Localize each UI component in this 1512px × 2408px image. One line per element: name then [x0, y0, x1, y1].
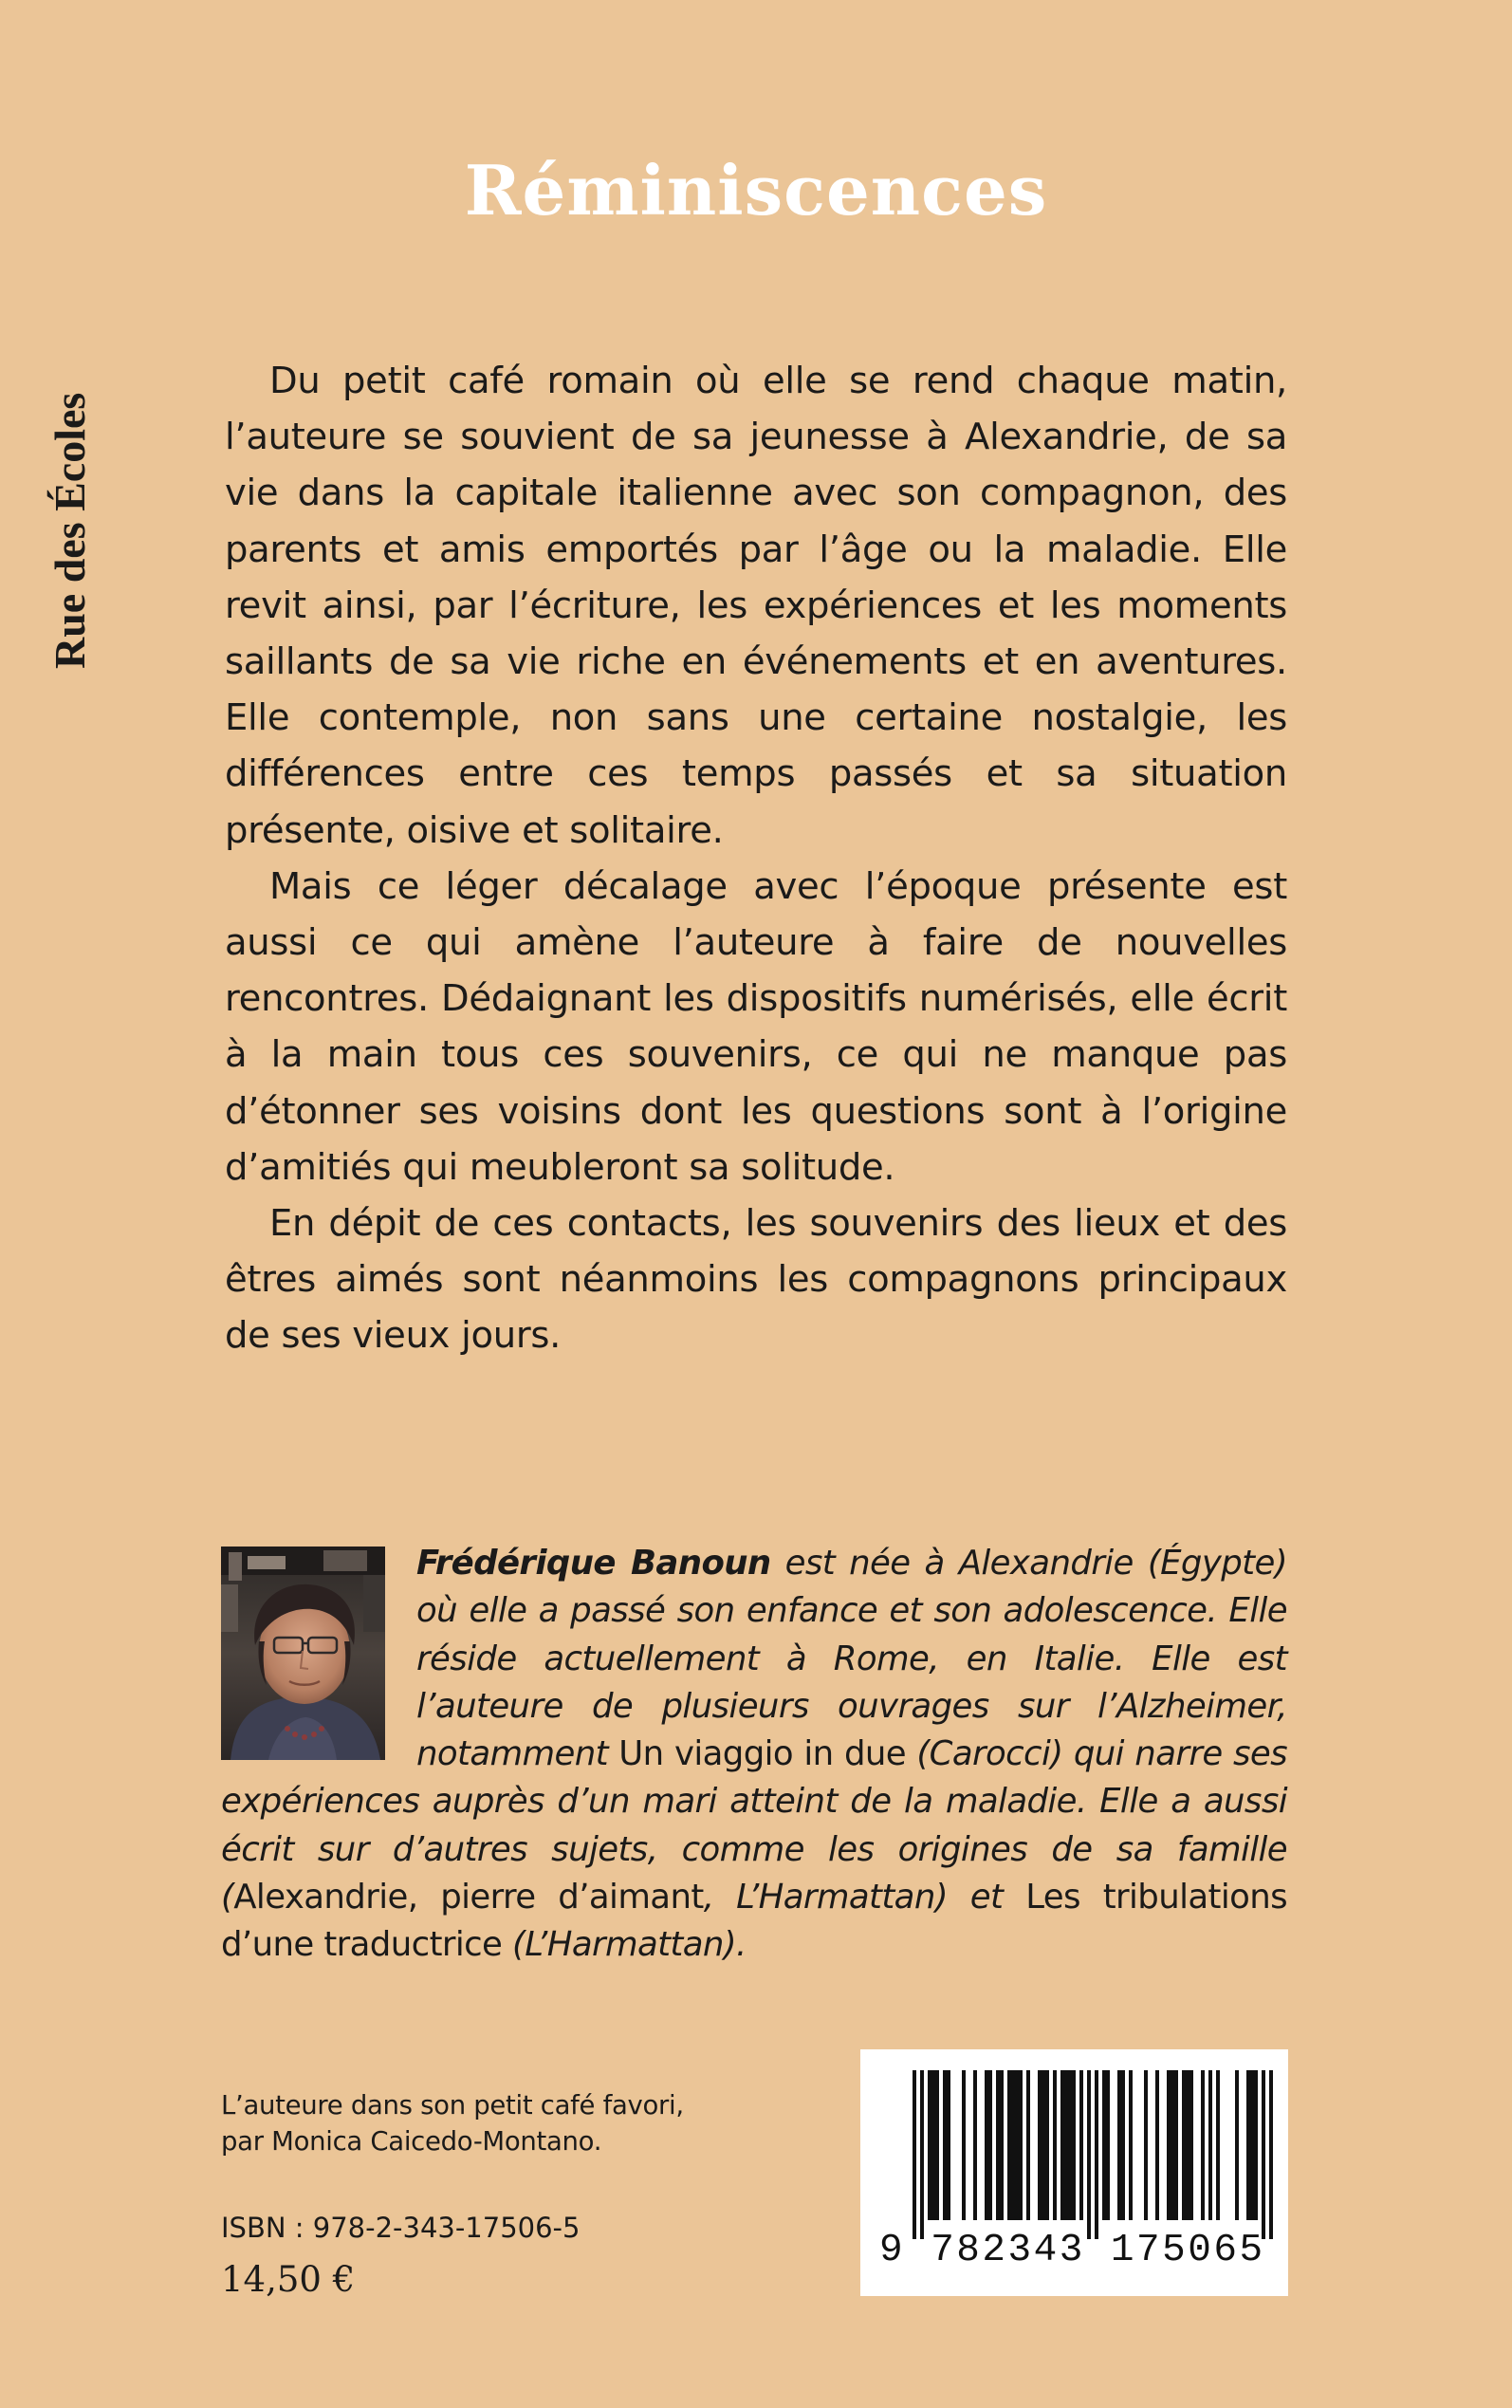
- bio-text: est née à Alexandrie (Égypte) où elle a passé son enfance et son adolescence. Elle réside actuellement à Rome, en Italie. Elle est l’auteure de plusieurs ouvrages sur l’Alzheimer, notamment: [416, 1544, 1287, 1774]
- summary-paragraph: Mais ce léger décalage avec l’époque présente est aussi ce qui amène l’auteure à faire de nouvelles rencontres. Dédaignant les dispositifs numérisés, elle écrit à la main tous ces souvenirs, ce qui ne manque pas d’étonner ses voisins dont les questions sont à l’origine d’amitiés qui meubleront sa solitude.: [225, 864, 1287, 1189]
- barcode-bar: [1171, 2070, 1174, 2220]
- barcode-bar: [1201, 2070, 1205, 2220]
- summary-text: [225, 353, 1287, 1364]
- barcode-bar: [1155, 2070, 1159, 2220]
- collection-name: Rue des Écoles: [46, 392, 94, 669]
- photo-caption: [221, 2087, 752, 2159]
- barcode-bar: [1269, 2070, 1273, 2239]
- barcode-bar: [1038, 2070, 1042, 2220]
- barcode-bar: [935, 2070, 939, 2220]
- caption-line: par Monica Caicedo-Montano.: [221, 2126, 602, 2157]
- barcode-bar: [1250, 2070, 1254, 2220]
- barcode-bar: [1121, 2070, 1125, 2220]
- barcode-bar: [1174, 2070, 1178, 2220]
- barcode-bar: [931, 2070, 935, 2220]
- book-title-reference: Les tribulations d’une traductrice: [221, 1878, 1288, 1965]
- barcode-bar: [1216, 2070, 1220, 2220]
- barcode-bar: [1019, 2070, 1023, 2220]
- barcode-bar: [1007, 2070, 1011, 2220]
- author-name: Frédérique Banoun: [416, 1544, 771, 1583]
- book-title: Réminiscences: [464, 150, 1048, 231]
- barcode-bar: [1186, 2070, 1189, 2220]
- barcode-bar: [1246, 2070, 1250, 2220]
- barcode-bar: [1235, 2070, 1239, 2220]
- barcode-bar: [1015, 2070, 1019, 2220]
- barcode-bar: [1167, 2070, 1171, 2220]
- barcode: [860, 2049, 1288, 2296]
- barcode-bar: [1042, 2070, 1045, 2220]
- barcode-bar: [947, 2070, 950, 2220]
- barcode-bar: [1144, 2070, 1148, 2220]
- summary-paragraph: Du petit café romain où elle se rend chaque matin, l’auteure se souvient de sa jeunesse à Alexandrie, de sa vie dans la capitale italienne avec son compagnon, des parents et amis emportés par l’âge ou la maladie. Elle revit ainsi, par l’écriture, les expériences et les moments saillants de sa vie riche en événements et en aventures. Elle contemple, non sans une certaine nostalgie, les différences entre ces temps passés et sa situation présente, oisive et solitaire.: [225, 360, 1287, 852]
- barcode-bar: [996, 2070, 1000, 2220]
- barcode-bar: [1060, 2070, 1064, 2220]
- barcode-bar: [1079, 2070, 1083, 2220]
- summary-paragraph: En dépit de ces contacts, les souvenirs des lieux et des êtres aimés sont néanmoins les compagnons principaux de ses vieux jours.: [225, 1202, 1287, 1358]
- barcode-bar: [1045, 2070, 1049, 2220]
- barcode-bar: [920, 2070, 924, 2239]
- barcode-bars: [860, 2049, 1288, 2239]
- bio-text: (Carocci) qui narre ses expériences auprès d’un mari atteint de la maladie. Elle a aussi écrit sur d’autres sujets, comme les origines de sa famille (: [221, 1734, 1287, 1917]
- barcode-bar: [928, 2070, 931, 2220]
- barcode-bar: [1129, 2070, 1133, 2220]
- bio-text: , L’Harmattan) et: [703, 1878, 1026, 1917]
- barcode-bar: [1026, 2070, 1030, 2220]
- barcode-bar: [962, 2070, 966, 2220]
- barcode-bar: [1208, 2070, 1212, 2220]
- barcode-bar: [988, 2070, 992, 2220]
- barcode-bar: [1095, 2070, 1098, 2239]
- barcode-bar: [943, 2070, 947, 2220]
- isbn-number: ISBN : 978-2-343-17506-5: [221, 2212, 581, 2244]
- bio-text: (L’Harmattan).: [502, 1925, 747, 1965]
- barcode-bar: [1068, 2070, 1072, 2220]
- book-title-reference: Alexandrie, pierre d’aimant: [233, 1878, 704, 1917]
- barcode-bar: [1102, 2070, 1106, 2220]
- photo-spacer: [221, 1540, 385, 1760]
- barcode-bar: [1182, 2070, 1186, 2220]
- barcode-digits: 9 782343 175065: [879, 2229, 1265, 2272]
- barcode-bar: [973, 2070, 977, 2220]
- barcode-bar: [1254, 2070, 1258, 2220]
- barcode-bar: [1106, 2070, 1110, 2220]
- barcode-bar: [1053, 2070, 1057, 2220]
- barcode-bar: [1072, 2070, 1076, 2220]
- barcode-bar: [985, 2070, 988, 2220]
- barcode-bar: [1064, 2070, 1068, 2220]
- barcode-bar: [1189, 2070, 1193, 2220]
- barcode-bar: [1011, 2070, 1015, 2220]
- barcode-bar: [1117, 2070, 1121, 2220]
- caption-line: L’auteure dans son petit café favori,: [221, 2090, 684, 2121]
- barcode-bar: [1262, 2070, 1265, 2239]
- author-biography: [221, 1540, 1287, 1970]
- barcode-bar: [1087, 2070, 1091, 2239]
- barcode-bar: [1000, 2070, 1004, 2220]
- price-label: 14,50 €: [221, 2259, 356, 2300]
- book-title-reference: Un viaggio in due: [618, 1734, 907, 1774]
- barcode-bar: [913, 2070, 916, 2239]
